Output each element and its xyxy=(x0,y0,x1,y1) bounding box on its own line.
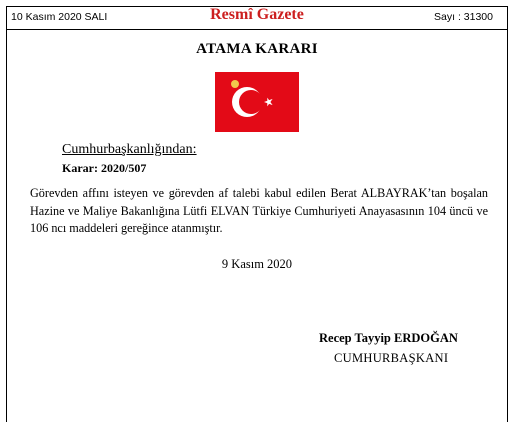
presidential-seal-icon xyxy=(231,80,239,88)
decision-title: ATAMA KARARI xyxy=(196,41,318,57)
issue-number: Sayı : 31300 xyxy=(434,11,493,23)
body-line: 106 ncı maddeleri gereğince atanmıştır. xyxy=(30,221,223,235)
issuing-institution: Cumhurbaşkanlığından: xyxy=(62,142,197,157)
decision-number: Karar: 2020/507 xyxy=(62,161,147,175)
gazette-title: Resmî Gazete xyxy=(210,6,304,23)
signatory-title: CUMHURBAŞKANI xyxy=(334,351,449,365)
header-date: 10 Kasım 2020 SALI xyxy=(11,11,108,23)
gazette-header xyxy=(7,7,507,30)
signature-date: 9 Kasım 2020 xyxy=(221,257,293,271)
signatory-name: Recep Tayyip ERDOĞAN xyxy=(319,331,458,345)
decision-body xyxy=(30,185,488,238)
body-line: Görevden affını isteyen ve görevden af talebi kabul edilen Berat ALBAYRAK’tan boşalan xyxy=(30,186,488,200)
gazette-page xyxy=(6,6,508,422)
body-line: Hazine ve Maliye Bakanlığına Lütfi ELVAN Türkiye Cumhuriyeti Anayasasının 104 üncü ve xyxy=(30,203,488,218)
turkish-flag-icon xyxy=(215,72,299,132)
